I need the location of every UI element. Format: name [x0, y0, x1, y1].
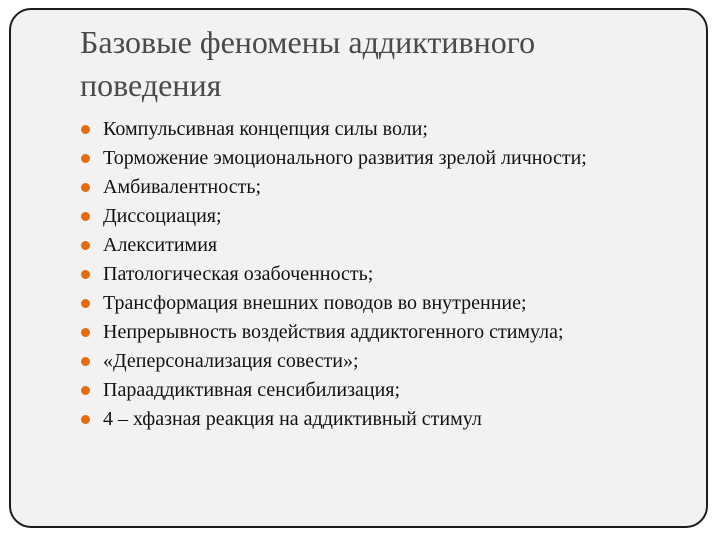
- list-item: [80, 320, 680, 344]
- bullet-dot-icon: [81, 241, 90, 250]
- list-item-text: Патологическая озабоченность;: [103, 263, 374, 285]
- bullet-dot-icon: [81, 328, 90, 337]
- list-item: [80, 407, 680, 431]
- list-item-text: Компульсивная концепция силы воли;: [103, 118, 428, 140]
- list-item-text: 4 – хфазная реакция на аддиктивный стимул: [103, 408, 482, 430]
- list-item-text: Парааддиктивная сенсибилизация;: [103, 379, 401, 401]
- list-item-text: Диссоциация;: [103, 205, 222, 227]
- list-item-text: Амбивалентность;: [103, 176, 262, 198]
- list-item: [80, 291, 680, 315]
- bullet-dot-icon: [81, 386, 90, 395]
- list-item-text: Алекситимия: [103, 234, 218, 256]
- bullet-dot-icon: [81, 125, 90, 134]
- bullet-dot-icon: [81, 212, 90, 221]
- slide-title: Базовые феномены аддиктивного поведения: [80, 24, 536, 103]
- bullet-dot-icon: [81, 299, 90, 308]
- bullet-list: [80, 117, 680, 436]
- list-item: [80, 204, 680, 228]
- list-item-text: Непрерывность воздействия аддиктогенного стимула;: [103, 321, 564, 343]
- list-item: [80, 146, 680, 170]
- bullet-dot-icon: [81, 415, 90, 424]
- bullet-dot-icon: [81, 154, 90, 163]
- list-item-text: Торможение эмоционального развития зрелой личности;: [103, 147, 587, 169]
- list-item: [80, 349, 680, 373]
- list-item: [80, 378, 680, 402]
- list-item-text: Трансформация внешних поводов во внутренние;: [103, 292, 527, 314]
- list-item: [80, 262, 680, 286]
- list-item: [80, 175, 680, 199]
- bullet-dot-icon: [81, 357, 90, 366]
- bullet-dot-icon: [81, 183, 90, 192]
- list-item: [80, 233, 680, 257]
- bullet-dot-icon: [81, 270, 90, 279]
- list-item: [80, 117, 680, 141]
- list-item-text: «Деперсонализация совести»;: [103, 350, 359, 372]
